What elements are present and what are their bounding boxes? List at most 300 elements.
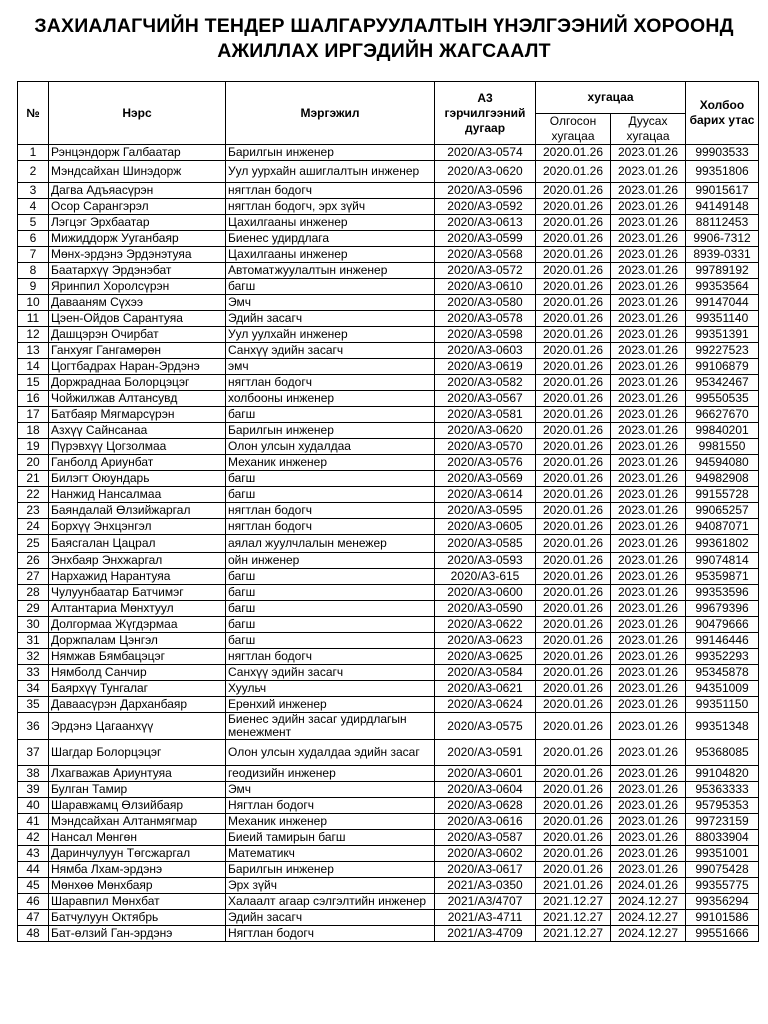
- row-profession: Биеий тамирын багш: [226, 830, 435, 846]
- row-expiry-date: 2024.12.27: [611, 910, 686, 926]
- row-issued-date: 2021.01.26: [536, 878, 611, 894]
- row-phone: 95368085: [686, 740, 759, 766]
- row-name: Мөнхөө Мөнхбаяр: [49, 878, 226, 894]
- row-issued-date: 2020.01.26: [536, 766, 611, 782]
- row-certificate-number: 2021/А3-0350: [435, 878, 536, 894]
- row-profession: Уул уурхайн ашиглалтын инженер: [226, 161, 435, 183]
- row-expiry-date: 2023.01.26: [611, 199, 686, 215]
- row-profession: Механик инженер: [226, 455, 435, 471]
- row-profession: багш: [226, 569, 435, 585]
- row-number: 43: [18, 846, 49, 862]
- row-number: 14: [18, 359, 49, 375]
- header-number: №: [18, 82, 49, 145]
- row-profession: нягтлан бодогч: [226, 183, 435, 199]
- row-issued-date: 2020.01.26: [536, 782, 611, 798]
- row-number: 40: [18, 798, 49, 814]
- table-row: [18, 423, 759, 439]
- row-expiry-date: 2023.01.26: [611, 471, 686, 487]
- row-issued-date: 2020.01.26: [536, 487, 611, 503]
- row-certificate-number: 2020/А3-0599: [435, 231, 536, 247]
- row-name: Нямболд Санчир: [49, 665, 226, 681]
- table-row: [18, 183, 759, 199]
- row-phone: 99104820: [686, 766, 759, 782]
- row-phone: 99065257: [686, 503, 759, 519]
- row-number: 25: [18, 535, 49, 553]
- row-expiry-date: 2023.01.26: [611, 617, 686, 633]
- row-expiry-date: 2023.01.26: [611, 519, 686, 535]
- row-issued-date: 2020.01.26: [536, 535, 611, 553]
- row-profession: эмч: [226, 359, 435, 375]
- row-phone: 99550535: [686, 391, 759, 407]
- row-number: 41: [18, 814, 49, 830]
- row-expiry-date: 2023.01.26: [611, 231, 686, 247]
- row-phone: 95363333: [686, 782, 759, 798]
- row-profession: Автоматжуулалтын инженер: [226, 263, 435, 279]
- row-number: 6: [18, 231, 49, 247]
- row-certificate-number: 2020/А3-0582: [435, 375, 536, 391]
- row-number: 2: [18, 161, 49, 183]
- row-phone: 88112453: [686, 215, 759, 231]
- row-expiry-date: 2023.01.26: [611, 407, 686, 423]
- row-name: Лэгцэг Эрхбаатар: [49, 215, 226, 231]
- row-name: Алтантариа Мөнхтуул: [49, 601, 226, 617]
- row-phone: 99351806: [686, 161, 759, 183]
- row-certificate-number: 2020/А3-0575: [435, 713, 536, 740]
- row-expiry-date: 2024.12.27: [611, 926, 686, 942]
- row-name: Дашцэрэн Очирбат: [49, 327, 226, 343]
- row-phone: 94351009: [686, 681, 759, 697]
- row-number: 47: [18, 910, 49, 926]
- row-phone: 94149148: [686, 199, 759, 215]
- row-expiry-date: 2023.01.26: [611, 585, 686, 601]
- row-issued-date: 2020.01.26: [536, 423, 611, 439]
- table-row: [18, 697, 759, 713]
- row-issued-date: 2020.01.26: [536, 215, 611, 231]
- row-number: 23: [18, 503, 49, 519]
- row-name: Эрдэнэ Цагаанхүү: [49, 713, 226, 740]
- row-phone: 99351140: [686, 311, 759, 327]
- row-certificate-number: 2020/А3-0625: [435, 649, 536, 665]
- table-row: [18, 649, 759, 665]
- table-row: [18, 585, 759, 601]
- row-number: 11: [18, 311, 49, 327]
- table-row: [18, 263, 759, 279]
- row-expiry-date: 2023.01.26: [611, 263, 686, 279]
- row-phone: 99723159: [686, 814, 759, 830]
- row-name: Борхүү Энхцэнгэл: [49, 519, 226, 535]
- row-issued-date: 2020.01.26: [536, 553, 611, 569]
- row-number: 28: [18, 585, 49, 601]
- row-certificate-number: 2020/А3-0585: [435, 535, 536, 553]
- row-profession: Биенес удирдлага: [226, 231, 435, 247]
- table-row: [18, 343, 759, 359]
- row-phone: 99155728: [686, 487, 759, 503]
- row-phone: 99147044: [686, 295, 759, 311]
- row-name: Пүрэвхүү Цогзолмаа: [49, 439, 226, 455]
- row-name: Давааням Сүхээ: [49, 295, 226, 311]
- row-profession: нягтлан бодогч: [226, 375, 435, 391]
- row-phone: 96627670: [686, 407, 759, 423]
- row-profession: Биенес эдийн засаг удирдлагын менежмент: [226, 713, 435, 740]
- row-number: 46: [18, 894, 49, 910]
- row-certificate-number: 2020/А3-0601: [435, 766, 536, 782]
- table-row: [18, 359, 759, 375]
- header-period: хугацаа: [536, 82, 686, 114]
- row-certificate-number: 2020/А3-0593: [435, 553, 536, 569]
- row-certificate-number: 2020/А3-0604: [435, 782, 536, 798]
- row-certificate-number: 2020/А3-0596: [435, 183, 536, 199]
- row-phone: 94594080: [686, 455, 759, 471]
- row-phone: 99551666: [686, 926, 759, 942]
- row-profession: Цахилгааны инженер: [226, 247, 435, 263]
- table-row: [18, 391, 759, 407]
- row-phone: 99361802: [686, 535, 759, 553]
- row-profession: Олон улсын худалдаа эдийн засаг: [226, 740, 435, 766]
- row-issued-date: 2020.01.26: [536, 471, 611, 487]
- row-certificate-number: 2020/А3-0619: [435, 359, 536, 375]
- row-phone: 99015617: [686, 183, 759, 199]
- row-name: Мижиддорж Ууганбаяр: [49, 231, 226, 247]
- row-profession: нягтлан бодогч: [226, 503, 435, 519]
- row-profession: геодизийн инженер: [226, 766, 435, 782]
- row-certificate-number: 2020/А3-615: [435, 569, 536, 585]
- row-name: Яринпил Хоролсүрэн: [49, 279, 226, 295]
- table-row: [18, 665, 759, 681]
- row-certificate-number: 2020/А3-0568: [435, 247, 536, 263]
- table-row: [18, 295, 759, 311]
- row-expiry-date: 2023.01.26: [611, 423, 686, 439]
- row-expiry-date: 2023.01.26: [611, 601, 686, 617]
- row-certificate-number: 2020/А3-0572: [435, 263, 536, 279]
- row-issued-date: 2020.01.26: [536, 519, 611, 535]
- row-certificate-number: 2020/А3-0602: [435, 846, 536, 862]
- row-phone: 99227523: [686, 343, 759, 359]
- table-row: [18, 215, 759, 231]
- row-phone: 99353564: [686, 279, 759, 295]
- table-row: [18, 633, 759, 649]
- row-name: Батбаяр Мягмарсүрэн: [49, 407, 226, 423]
- row-issued-date: 2020.01.26: [536, 439, 611, 455]
- row-name: Даринчулуун Төгсжаргал: [49, 846, 226, 862]
- row-number: 32: [18, 649, 49, 665]
- row-expiry-date: 2023.01.26: [611, 665, 686, 681]
- row-profession: багш: [226, 585, 435, 601]
- row-certificate-number: 2020/А3-0621: [435, 681, 536, 697]
- row-issued-date: 2020.01.26: [536, 359, 611, 375]
- row-name: Мэндсайхан Алтанмягмар: [49, 814, 226, 830]
- row-profession: нягтлан бодогч, эрх зүйч: [226, 199, 435, 215]
- row-phone: 95342467: [686, 375, 759, 391]
- table-row: [18, 617, 759, 633]
- header-issued-date: Олгосон хугацаа: [536, 114, 611, 145]
- row-phone: 94087071: [686, 519, 759, 535]
- row-certificate-number: 2021/А3/4707: [435, 894, 536, 910]
- row-issued-date: 2020.01.26: [536, 311, 611, 327]
- row-expiry-date: 2023.01.26: [611, 343, 686, 359]
- row-profession: багш: [226, 617, 435, 633]
- row-number: 17: [18, 407, 49, 423]
- row-expiry-date: 2023.01.26: [611, 766, 686, 782]
- row-issued-date: 2020.01.26: [536, 846, 611, 862]
- row-profession: Олон улсын худалдаа: [226, 439, 435, 455]
- row-issued-date: 2020.01.26: [536, 503, 611, 519]
- row-profession: Эмч: [226, 295, 435, 311]
- row-issued-date: 2020.01.26: [536, 601, 611, 617]
- table-row: [18, 487, 759, 503]
- row-number: 33: [18, 665, 49, 681]
- row-issued-date: 2020.01.26: [536, 585, 611, 601]
- row-profession: Санхүү эдийн засагч: [226, 665, 435, 681]
- row-number: 39: [18, 782, 49, 798]
- row-certificate-number: 2020/А3-0617: [435, 862, 536, 878]
- row-number: 38: [18, 766, 49, 782]
- row-expiry-date: 2023.01.26: [611, 311, 686, 327]
- row-issued-date: 2020.01.26: [536, 862, 611, 878]
- row-number: 36: [18, 713, 49, 740]
- table-row: [18, 782, 759, 798]
- row-profession: аялал жуулчлалын менежер: [226, 535, 435, 553]
- row-expiry-date: 2023.01.26: [611, 713, 686, 740]
- row-issued-date: 2020.01.26: [536, 231, 611, 247]
- row-expiry-date: 2023.01.26: [611, 183, 686, 199]
- row-profession: багш: [226, 633, 435, 649]
- table-body: [18, 145, 759, 942]
- row-number: 37: [18, 740, 49, 766]
- row-phone: 9981550: [686, 439, 759, 455]
- table-row: [18, 814, 759, 830]
- row-profession: Нягтлан бодогч: [226, 798, 435, 814]
- row-number: 34: [18, 681, 49, 697]
- row-name: Нанжид Нансалмаа: [49, 487, 226, 503]
- row-number: 1: [18, 145, 49, 161]
- table-row: [18, 846, 759, 862]
- row-issued-date: 2020.01.26: [536, 343, 611, 359]
- row-expiry-date: 2023.01.26: [611, 503, 686, 519]
- row-phone: 99075428: [686, 862, 759, 878]
- table-row: [18, 926, 759, 942]
- table-row: [18, 830, 759, 846]
- row-name: Мөнх-эрдэнэ Эрдэнэтуяа: [49, 247, 226, 263]
- header-certificate-number: А3 гэрчилгээний дугаар: [435, 82, 536, 145]
- header-expiry-date: Дуусах хугацаа: [611, 114, 686, 145]
- row-name: Азхүү Сайнсанаа: [49, 423, 226, 439]
- row-issued-date: 2020.01.26: [536, 713, 611, 740]
- row-certificate-number: 2020/А3-0616: [435, 814, 536, 830]
- row-certificate-number: 2020/А3-0614: [435, 487, 536, 503]
- row-expiry-date: 2023.01.26: [611, 633, 686, 649]
- row-certificate-number: 2020/А3-0590: [435, 601, 536, 617]
- row-name: Дагва Адъяасүрэн: [49, 183, 226, 199]
- row-number: 29: [18, 601, 49, 617]
- row-phone: 99353596: [686, 585, 759, 601]
- row-issued-date: 2020.01.26: [536, 569, 611, 585]
- row-certificate-number: 2020/А3-0598: [435, 327, 536, 343]
- row-certificate-number: 2020/А3-0613: [435, 215, 536, 231]
- row-expiry-date: 2023.01.26: [611, 391, 686, 407]
- row-certificate-number: 2020/А3-0620: [435, 423, 536, 439]
- row-name: Нархажид Нарантуяа: [49, 569, 226, 585]
- row-phone: 99146446: [686, 633, 759, 649]
- members-table: [17, 81, 759, 942]
- table-row: [18, 199, 759, 215]
- row-expiry-date: 2023.01.26: [611, 359, 686, 375]
- row-certificate-number: 2020/А3-0576: [435, 455, 536, 471]
- row-name: Осор Сарангэрэл: [49, 199, 226, 215]
- row-issued-date: 2020.01.26: [536, 681, 611, 697]
- row-number: 35: [18, 697, 49, 713]
- table-row: [18, 311, 759, 327]
- row-name: Шаравпил Мөнхбат: [49, 894, 226, 910]
- row-profession: Эдийн засагч: [226, 910, 435, 926]
- table-row: [18, 862, 759, 878]
- table-row: [18, 553, 759, 569]
- row-issued-date: 2021.12.27: [536, 894, 611, 910]
- row-issued-date: 2020.01.26: [536, 391, 611, 407]
- row-expiry-date: 2023.01.26: [611, 279, 686, 295]
- row-phone: 88033904: [686, 830, 759, 846]
- row-name: Нямба Лхам-эрдэнэ: [49, 862, 226, 878]
- row-certificate-number: 2020/А3-0580: [435, 295, 536, 311]
- row-certificate-number: 2021/А3-4711: [435, 910, 536, 926]
- row-issued-date: 2020.01.26: [536, 649, 611, 665]
- row-profession: Барилгын инженер: [226, 423, 435, 439]
- row-expiry-date: 2023.01.26: [611, 553, 686, 569]
- row-number: 21: [18, 471, 49, 487]
- table-row: [18, 740, 759, 766]
- row-expiry-date: 2023.01.26: [611, 846, 686, 862]
- row-profession: багш: [226, 407, 435, 423]
- row-certificate-number: 2020/А3-0569: [435, 471, 536, 487]
- row-expiry-date: 2023.01.26: [611, 740, 686, 766]
- row-certificate-number: 2020/А3-0592: [435, 199, 536, 215]
- row-phone: 95345878: [686, 665, 759, 681]
- table-row: [18, 455, 759, 471]
- row-issued-date: 2020.01.26: [536, 161, 611, 183]
- row-profession: Нягтлан бодогч: [226, 926, 435, 942]
- row-phone: 99106879: [686, 359, 759, 375]
- row-name: Батчулуун Октябрь: [49, 910, 226, 926]
- row-expiry-date: 2023.01.26: [611, 569, 686, 585]
- row-issued-date: 2020.01.26: [536, 798, 611, 814]
- row-certificate-number: 2020/А3-0581: [435, 407, 536, 423]
- row-issued-date: 2020.01.26: [536, 295, 611, 311]
- row-certificate-number: 2020/А3-0584: [435, 665, 536, 681]
- table-row: [18, 145, 759, 161]
- row-profession: Математикч: [226, 846, 435, 862]
- row-expiry-date: 2023.01.26: [611, 535, 686, 553]
- table-row: [18, 766, 759, 782]
- table-row: [18, 878, 759, 894]
- row-issued-date: 2020.01.26: [536, 697, 611, 713]
- row-profession: Механик инженер: [226, 814, 435, 830]
- row-number: 19: [18, 439, 49, 455]
- row-certificate-number: 2020/А3-0620: [435, 161, 536, 183]
- row-number: 9: [18, 279, 49, 295]
- row-profession: багш: [226, 471, 435, 487]
- row-certificate-number: 2020/А3-0574: [435, 145, 536, 161]
- row-expiry-date: 2023.01.26: [611, 798, 686, 814]
- row-phone: 99351150: [686, 697, 759, 713]
- row-certificate-number: 2020/А3-0605: [435, 519, 536, 535]
- row-phone: 99101586: [686, 910, 759, 926]
- table-row: [18, 503, 759, 519]
- table-row: [18, 681, 759, 697]
- table-row: [18, 407, 759, 423]
- row-profession: Эрх зүйч: [226, 878, 435, 894]
- row-issued-date: 2020.01.26: [536, 740, 611, 766]
- row-profession: Хуульч: [226, 681, 435, 697]
- row-profession: багш: [226, 487, 435, 503]
- row-issued-date: 2020.01.26: [536, 199, 611, 215]
- row-phone: 99356294: [686, 894, 759, 910]
- row-expiry-date: 2023.01.26: [611, 295, 686, 311]
- row-number: 16: [18, 391, 49, 407]
- row-certificate-number: 2021/А3-4709: [435, 926, 536, 942]
- row-name: Шаравжамц Өлзийбаяр: [49, 798, 226, 814]
- row-phone: 99351391: [686, 327, 759, 343]
- table-row: [18, 713, 759, 740]
- row-profession: Уул уулхайн инженер: [226, 327, 435, 343]
- row-profession: нягтлан бодогч: [226, 649, 435, 665]
- row-certificate-number: 2020/А3-0623: [435, 633, 536, 649]
- table-row: [18, 439, 759, 455]
- row-profession: Цахилгааны инженер: [226, 215, 435, 231]
- row-profession: Барилгын инженер: [226, 862, 435, 878]
- row-name: Ганболд Ариунбат: [49, 455, 226, 471]
- row-profession: Эмч: [226, 782, 435, 798]
- row-number: 31: [18, 633, 49, 649]
- row-phone: 99351001: [686, 846, 759, 862]
- row-name: Цогтбадрах Наран-Эрдэнэ: [49, 359, 226, 375]
- row-expiry-date: 2023.01.26: [611, 439, 686, 455]
- row-certificate-number: 2020/А3-0622: [435, 617, 536, 633]
- row-number: 7: [18, 247, 49, 263]
- row-expiry-date: 2024.12.27: [611, 894, 686, 910]
- row-certificate-number: 2020/А3-0595: [435, 503, 536, 519]
- row-certificate-number: 2020/А3-0624: [435, 697, 536, 713]
- row-expiry-date: 2023.01.26: [611, 327, 686, 343]
- row-phone: 95359871: [686, 569, 759, 585]
- row-issued-date: 2020.01.26: [536, 665, 611, 681]
- row-expiry-date: 2023.01.26: [611, 145, 686, 161]
- row-issued-date: 2020.01.26: [536, 814, 611, 830]
- row-issued-date: 2020.01.26: [536, 830, 611, 846]
- header-name: Нэрс: [49, 82, 226, 145]
- row-name: Даваасүрэн Дарханбаяр: [49, 697, 226, 713]
- row-name: Рэнцэндорж Галбаатар: [49, 145, 226, 161]
- row-number: 22: [18, 487, 49, 503]
- row-issued-date: 2020.01.26: [536, 407, 611, 423]
- row-expiry-date: 2023.01.26: [611, 215, 686, 231]
- row-number: 15: [18, 375, 49, 391]
- row-name: Энхбаяр Энхжаргал: [49, 553, 226, 569]
- row-phone: 99679396: [686, 601, 759, 617]
- row-profession: Ерөнхий инженер: [226, 697, 435, 713]
- row-number: 24: [18, 519, 49, 535]
- row-name: Баясгалан Цацрал: [49, 535, 226, 553]
- row-expiry-date: 2023.01.26: [611, 862, 686, 878]
- table-row: [18, 519, 759, 535]
- row-issued-date: 2021.12.27: [536, 910, 611, 926]
- row-number: 26: [18, 553, 49, 569]
- row-profession: Халаалт агаар сэлгэлтийн инженер: [226, 894, 435, 910]
- row-name: Бат-өлзий Ган-эрдэнэ: [49, 926, 226, 942]
- table-row: [18, 894, 759, 910]
- row-phone: 95795353: [686, 798, 759, 814]
- row-name: Чулуунбаатар Батчимэг: [49, 585, 226, 601]
- row-issued-date: 2020.01.26: [536, 145, 611, 161]
- row-certificate-number: 2020/А3-0567: [435, 391, 536, 407]
